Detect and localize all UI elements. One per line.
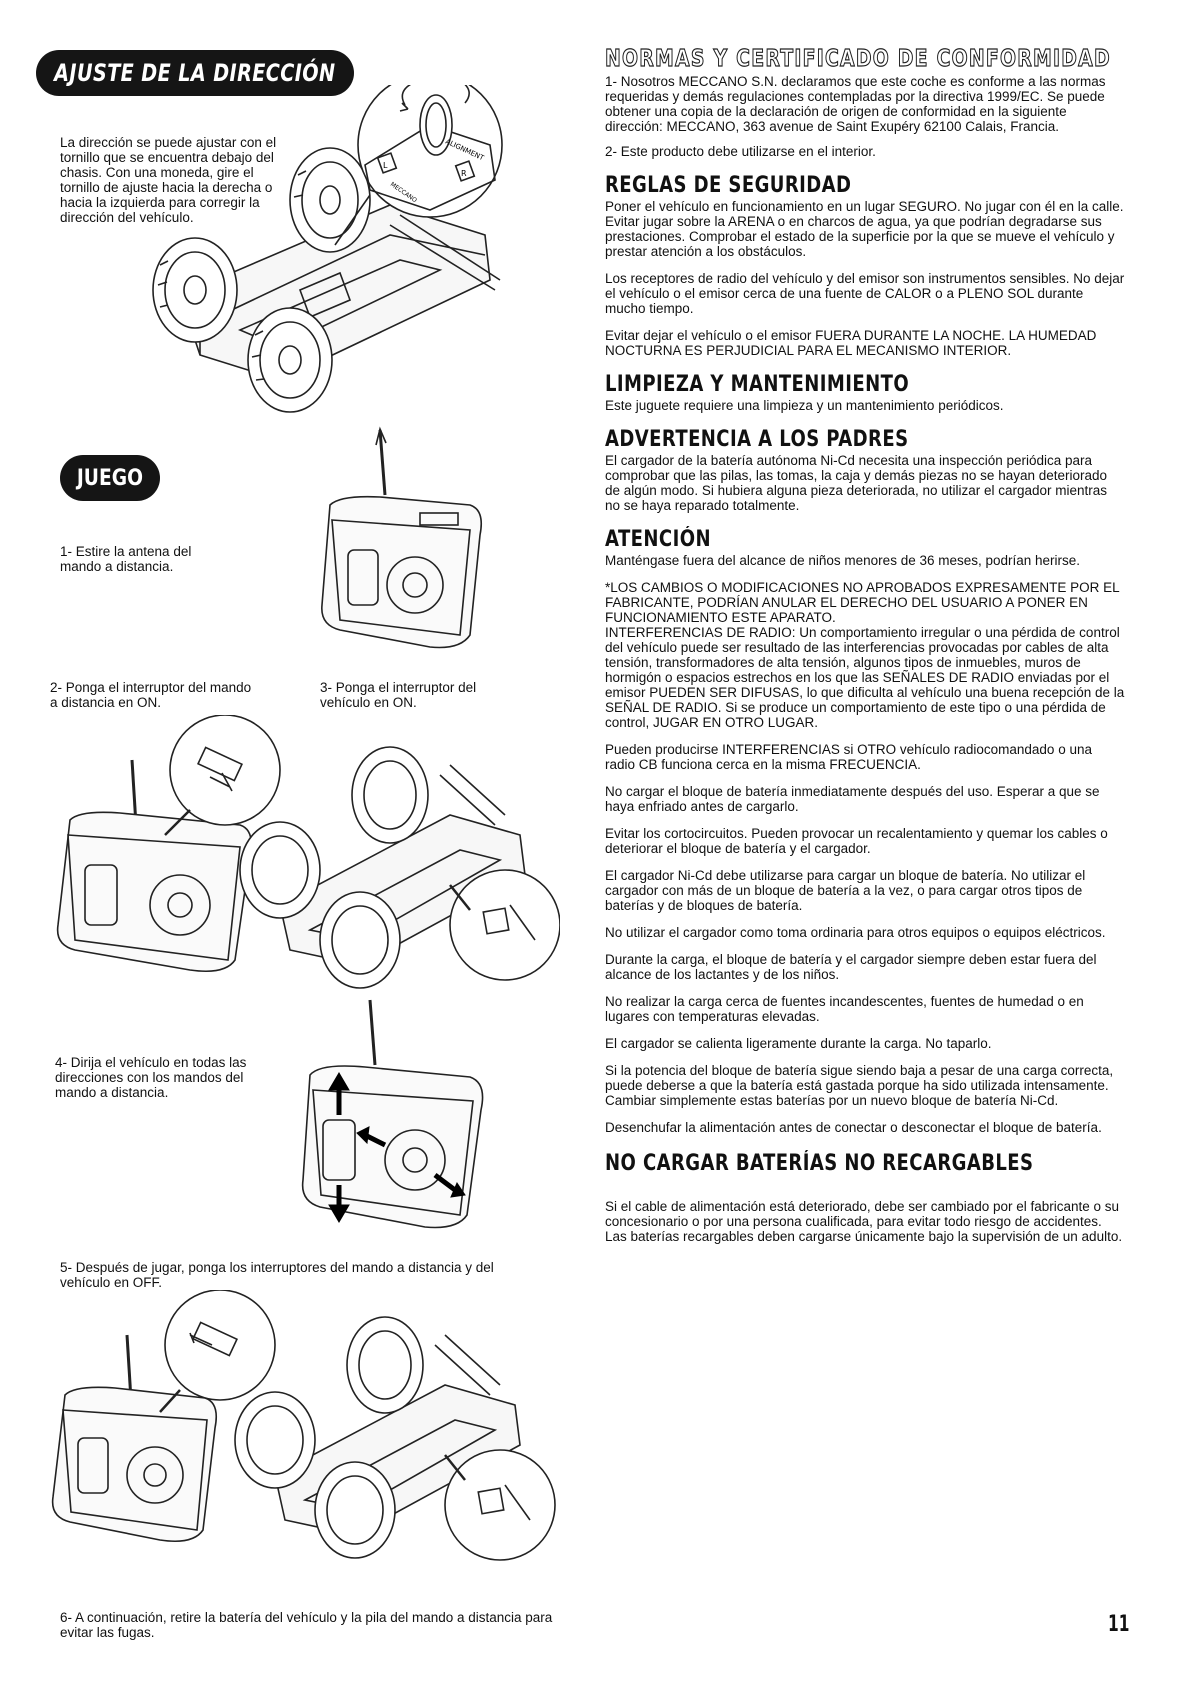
limpieza-paragraph: Este juguete requiere una limpieza y un mantenimiento periódicos. xyxy=(605,398,1004,413)
atencion-paragraph-2: *LOS CAMBIOS O MODIFICACIONES NO APROBADOS EXPRESAMENTE POR EL FABRICANTE, PODRÍAN ANULAR EL DERECHO DEL USUARIO A PONER EN FUNCIONAMIENTO ESTE APARATO. xyxy=(605,580,1120,625)
atencion-paragraph-4: Pueden producirse INTERFERENCIAS si OTRO vehículo radiocomandado o una radio CB funciona cerca en la misma FRECUENCIA. xyxy=(605,742,1092,772)
step-3-text: 3- Ponga el interruptor del vehículo en ON. xyxy=(320,680,477,710)
atencion-paragraph-12: Si la potencia del bloque de batería sigue siendo baja a pesar de una carga correcta, puede deberse a que la batería está gastada porque ha sido utilizada intensamente. Cambiar simplemente estas baterías por un nuevo bloque de batería Ni-Cd. xyxy=(605,1063,1114,1108)
reglas-paragraph-2: Los receptores de radio del vehículo y del emisor son instrumentos sensibles. No dejar el vehículo o el emisor cerca de una fuente de CALOR o a PLENO SOL durante mucho tiempo. xyxy=(605,271,1125,316)
no-cargar-paragraph-1: Si el cable de alimentación está deteriorado, debe ser cambiado por el fabricante o su concesionario o por una persona cualificada, para evitar todo riesgo de accidentes. xyxy=(605,1199,1120,1229)
section-title-play: JUEGO xyxy=(60,455,160,501)
coin-right-label: R xyxy=(461,169,467,178)
normas-paragraph-1: 1- Nosotros MECCANO S.N. declaramos que este coche es conforme a las normas requeridas y demás regulaciones contempladas por la directiva 1999/EC. Se puede obtener una copia de la declaración de origen de conformidad en la siguiente dirección: MECCANO, 363 avenue de Saint Exupéry 62100 Calais, Francia. xyxy=(605,74,1106,134)
atencion-paragraph-8: No utilizar el cargador como toma ordinaria para otros equipos o equipos eléctricos. xyxy=(605,925,1106,940)
atencion-paragraph-9: Durante la carga, el bloque de batería y el cargador siempre deben estar fuera del alcance de los lactantes y de los niños. xyxy=(605,952,1097,982)
no-cargar-paragraph-2: Las baterías recargables deben cargarse únicamente bajo la supervisión de un adulto. xyxy=(605,1229,1123,1244)
chassis-brand-label: MECCANO xyxy=(388,180,418,205)
reglas-paragraph-3: Evitar dejar el vehículo o el emisor FUERA DURANTE LA NOCHE. LA HUMEDAD NOCTURNA ES PERJUDICIAL PARA EL MECANISMO INTERIOR. xyxy=(605,328,1097,358)
wheel-rear-left xyxy=(290,148,370,252)
heading-no-cargar: NO CARGAR BATERÍAS NO RECARGABLES xyxy=(605,1151,1034,1176)
section-title-steering: AJUSTE DE LA DIRECCIÓN xyxy=(36,50,354,96)
atencion-paragraph-6: Evitar los cortocircuitos. Pueden provocar un recalentamiento y quemar los cables o deteriorar el bloque de batería y el cargador. xyxy=(605,826,1108,856)
heading-normas: NORMAS Y CERTIFICADO DE CONFORMIDAD xyxy=(605,46,1111,72)
switch-off-illustration xyxy=(45,1290,565,1580)
heading-limpieza: LIMPIEZA Y MANTENIMIENTO xyxy=(605,372,910,397)
step-4-text: 4- Dirija el vehículo en todas las direcciones con los mandos del mando a distancia. xyxy=(55,1055,247,1100)
page-number: 11 xyxy=(1108,1612,1130,1637)
atencion-paragraph-10: No realizar la carga cerca de fuentes incandescentes, fuentes de humedad o en lugares con temperaturas elevadas. xyxy=(605,994,1084,1024)
heading-advertencia: ADVERTENCIA A LOS PADRES xyxy=(605,427,909,452)
normas-paragraph-2: 2- Este producto debe utilizarse en el interior. xyxy=(605,144,876,159)
remote-antenna-illustration xyxy=(310,425,490,655)
atencion-paragraph-13: Desenchufar la alimentación antes de conectar o desconectar el bloque de batería. xyxy=(605,1120,1102,1135)
step-6-text: 6- A continuación, retire la batería del vehículo y la pila del mando a distancia para evitar las fugas. xyxy=(60,1610,553,1640)
atencion-paragraph-11: El cargador se calienta ligeramente durante la carga. No taparlo. xyxy=(605,1036,992,1051)
atencion-paragraph-7: El cargador Ni-Cd debe utilizarse para cargar un bloque de batería. No utilizar el cargador con más de un bloque de batería a la vez, o para cargar otros tipos de baterías y de bloques de batería. xyxy=(605,868,1086,913)
remote-directions-illustration xyxy=(295,995,495,1235)
atencion-paragraph-3: INTERFERENCIAS DE RADIO: Un comportamiento irregular o una pérdida de control del vehículo puede ser resultado de las interferencias provocadas por cables de alta tensión, transformadores de alta tensión, algunos tipos de inmuebles, muros de hormigón o espacios estrechos en los que las SEÑALES DE RADIO enviadas por el emisor PUEDEN SER DIFUSAS, lo que dificulta al vehículo una buena recepción de la SEÑAL DE RADIO. Si se produce un comportamiento de este tipo o una pérdida de control, JUGAR EN OTRO LUGAR. xyxy=(605,625,1125,730)
switch-on-illustration xyxy=(40,715,560,1005)
coin-plate-label: ALIGNMENT xyxy=(444,137,486,163)
step-2-text: 2- Ponga el interruptor del mando a distancia en ON. xyxy=(50,680,252,710)
step-5-text: 5- Después de jugar, ponga los interruptores del mando a distancia y del vehículo en OFF. xyxy=(60,1260,494,1290)
atencion-paragraph-1: Manténgase fuera del alcance de niños menores de 36 meses, podrían herirse. xyxy=(605,553,1081,568)
step-1-text: 1- Estire la antena del mando a distancia. xyxy=(60,544,192,574)
heading-atencion: ATENCIÓN xyxy=(605,527,711,552)
steering-instructions: La dirección se puede ajustar con el tornillo que se encuentra debajo del chasis. Con una moneda, gire el tornillo de ajuste hacia la derecha o hacia la izquierda para corregir la dirección del vehículo. xyxy=(60,135,277,225)
coin-left-label: L xyxy=(383,161,388,170)
atencion-paragraph-5: No cargar el bloque de batería inmediatamente después del uso. Esperar a que se haya enfriado antes de cargarlo. xyxy=(605,784,1100,814)
reglas-paragraph-1: Poner el vehículo en funcionamiento en un lugar SEGURO. No jugar con él en la calle. Evitar jugar sobre la ARENA o en charcos de agua, ya que podrían degradarse sus prestaciones. Comprobar el estado de la superficie por la que se mueve el vehículo y prestar atención a los obstáculos. xyxy=(605,199,1124,259)
advertencia-paragraph: El cargador de la batería autónoma Ni-Cd necesita una inspección periódica para comprobar que las pilas, las tomas, la caja y demás piezas no se hayan deteriorado de algún modo. Si hubiera alguna pieza deteriorada, no utilizar el cargador mientras no se haya reparado totalmente. xyxy=(605,453,1108,513)
right-column xyxy=(605,46,1125,1244)
heading-reglas: REGLAS DE SEGURIDAD xyxy=(605,173,852,198)
chassis-steering-illustration xyxy=(140,85,540,420)
